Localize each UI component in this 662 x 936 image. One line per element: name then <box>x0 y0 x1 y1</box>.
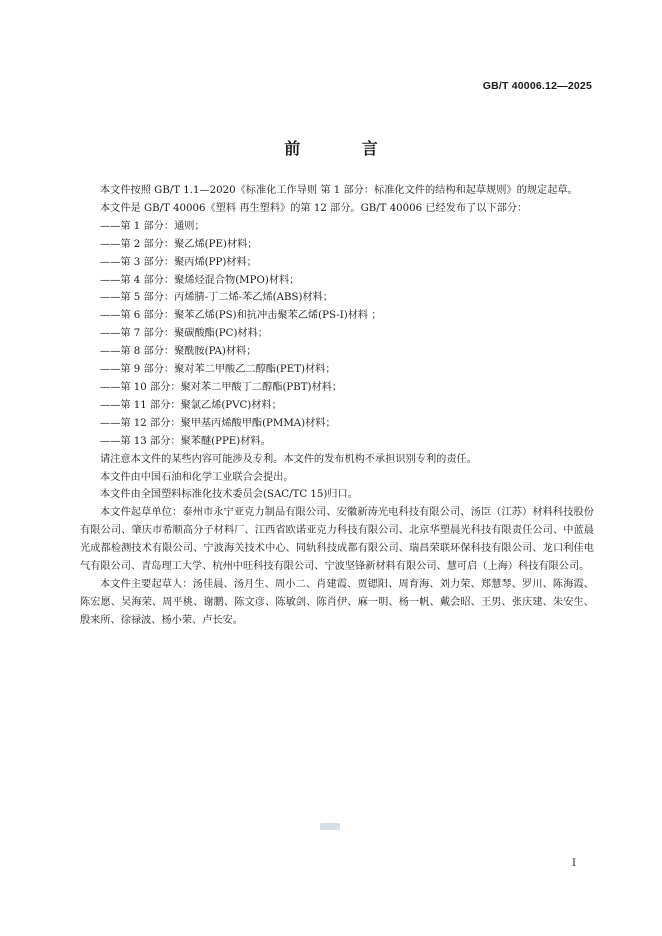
drafting-units-paragraph: 本文件起草单位：泰州市永宁亚克力制品有限公司、安徽新涛光电科技有限公司、汤臣（江苏）材料科技股份有限公司、肇庆市希顺高分子材料厂、江西省欧诺亚克力科技有限公司、北京华塑晨光科技有限责任公司、中蓝晨光成都检测技术有限公司、宁波海关技术中心、同轨科技成都有限公司、瑞昌荣联环保科技有限公司、龙口利佳电气有限公司、青岛理工大学、杭州中旺科技有限公司、宁波坚锋新材料有限公司、慧可启（上海）科技有限公司。 <box>80 507 594 573</box>
list-item: ——第 11 部分：聚氯乙烯(PVC)材料； <box>100 399 282 411</box>
standard-code: GB/T 40006.12—2025 <box>482 80 592 92</box>
list-item: ——第 7 部分：聚碳酸酯(PC)材料； <box>100 328 268 340</box>
list-item: ——第 3 部分：聚丙烯(PP)材料； <box>100 256 257 268</box>
list-item: ——第 10 部分：聚对苯二甲酸丁二醇酯(PBT)材料； <box>100 381 343 393</box>
series-intro-paragraph: 本文件是 GB/T 40006《塑料 再生塑料》的第 12 部分。GB/T 40006 已经发布了以下部分： <box>100 202 528 214</box>
page-number: I <box>572 858 576 869</box>
list-item: ——第 9 部分：聚对苯二甲酸乙二醇酯(PET)材料； <box>100 364 336 376</box>
list-item: ——第 2 部分：聚乙烯(PE)材料； <box>100 238 258 250</box>
list-item: ——第 8 部分：聚酰胺(PA)材料； <box>100 346 257 358</box>
list-item: ——第 5 部分：丙烯腈-丁二烯-苯乙烯(ABS)材料； <box>100 292 333 304</box>
page-title: 前 言 <box>284 139 406 158</box>
list-item: ——第 1 部分：通则； <box>100 220 205 232</box>
proposed-by-paragraph: 本文件由中国石油和化学工业联合会提出。 <box>100 471 294 483</box>
patent-notice: 请注意本文件的某些内容可能涉及专利。本文件的发布机构不承担识别专利的责任。 <box>100 453 477 465</box>
list-item: ——第 12 部分：聚甲基丙烯酸甲酯(PMMA)材料； <box>100 417 336 429</box>
list-item: ——第 6 部分：聚苯乙烯(PS)和抗冲击聚苯乙烯(PS-I)材料 ； <box>100 310 382 322</box>
managed-by-paragraph: 本文件由全国塑料标准化技术委员会(SAC/TC 15)归口。 <box>100 489 358 501</box>
list-item: ——第 4 部分：聚烯烃混合物(MPO)材料； <box>100 274 300 286</box>
drafters-paragraph: 本文件主要起草人：汤佳晨、汤月生、周小二、肖建霞、贾锶阳、周育海、刘力荣、郑慧琴、罗川、陈海霞、陈宏愿、吴海荣、周平桃、谢鹏、陈文彦、陈敏剑、陈肖伊、麻一明、杨一帆、戴会昭、王男、张庆建、朱安生、殷来所、徐禄波、杨小荣、卢长安。 <box>80 578 594 626</box>
list-item: ——第 13 部分：聚苯醚(PPE)材料。 <box>100 435 271 447</box>
watermark-mark <box>320 823 340 830</box>
parts-list <box>80 218 594 451</box>
drafting-rules-paragraph: 本文件按照 GB/T 1.1—2020《标准化工作导则 第 1 部分：标准化文件的结构和起草规则》的规定起草。 <box>100 185 578 196</box>
foreword-body <box>80 182 594 630</box>
